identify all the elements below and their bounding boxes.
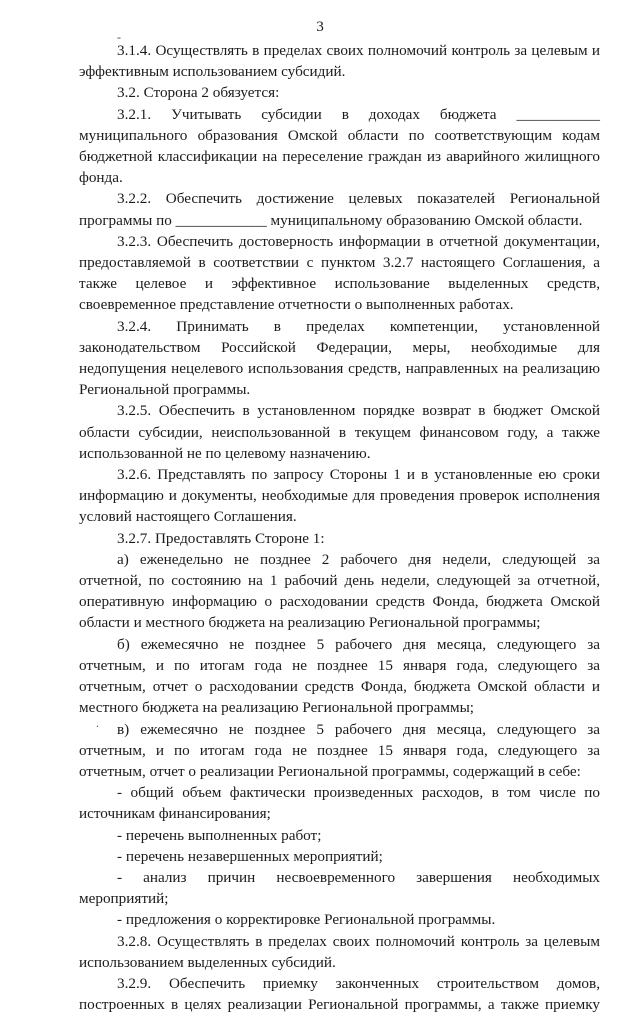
paragraph-3-2-3: 3.2.3. Обеспечить достоверность информации в отчетной документации, предоставляемой в соответствии с пунктом 3.2.7 настоящего Соглашения, а также целевое и эффективное использование выделенных средств, своевременное представление отчетности о выполненных работах. [79, 232, 600, 314]
document-body [79, 40, 600, 1015]
paragraph-3-2-7-v: в) ежемесячно не позднее 5 рабочего дня месяца, следующего за отчетным, и по итогам года не позднее 15 января года, следующего за отчетным, отчет о реализации Региональной программы, содержащий в себе: [79, 720, 600, 780]
list-item-delay-analysis: - анализ причин несвоевременного завершения необходимых мероприятий; [79, 868, 600, 908]
scan-speck: . [96, 716, 99, 730]
scan-speck: - [117, 30, 121, 44]
list-item-unfinished-activities: - перечень незавершенных мероприятий; [117, 847, 383, 865]
paragraph-3-2-9: 3.2.9. Обеспечить приемку законченных строительством домов, построенных в целях реализации Региональной программы, а также приемку [79, 974, 600, 1014]
page-number: 3 [316, 18, 324, 35]
paragraph-3-2-5: 3.2.5. Обеспечить в установленном порядке возврат в бюджет Омской области субсидии, неиспользованной в текущем финансовом году, а также использованной не по целевому назначению. [79, 402, 600, 462]
paragraph-3-2-7-b: б) ежемесячно не позднее 5 рабочего дня месяца, следующего за отчетным, и по итогам года не позднее 15 января года, следующего за отчетным, отчет о расходовании средств Фонда, бюджета Омской области и местного бюджета на реализацию Региональной программы; [79, 635, 600, 717]
paragraph-3-2-6: 3.2.6. Представлять по запросу Стороны 1 и в установленные ею сроки информацию и документы, необходимые для проведения проверок исполнения условий настоящего Соглашения. [79, 466, 600, 526]
paragraph-3-2-7: 3.2.7. Предоставлять Стороне 1: [117, 529, 325, 547]
list-item-total-expenses: - общий объем фактически произведенных расходов, в том числе по источникам финансирования; [79, 784, 600, 823]
paragraph-3-2-4: 3.2.4. Принимать в пределах компетенции, установленной законодательством Российской Федерации, меры, необходимые для недопущения нецелевого использования средств, направленных на реализацию Региональной программы. [79, 317, 600, 399]
paragraph-3-1-4: 3.1.4. Осуществлять в пределах своих полномочий контроль за целевым и эффективным использованием субсидий. [79, 42, 600, 81]
paragraph-3-2-7-a: а) еженедельно не позднее 2 рабочего дня недели, следующей за отчетной, по состоянию на 1 рабочий день недели, следующей за отчетной, оперативную информацию о расходовании средств Фонда, бюджета Омской области и местного бюджета на реализацию Региональной программы; [79, 550, 600, 632]
list-item-completed-works: - перечень выполненных работ; [117, 826, 322, 844]
list-item-adjustment-proposals: - предложения о корректировке Региональной программы. [117, 911, 496, 929]
paragraph-3-2-1: 3.2.1. Учитывать субсидии в доходах бюджета ___________ муниципального образования Омской области по соответствующим кодам бюджетной классификации на переселение граждан из аварийного жилищного фонда. [79, 105, 600, 187]
paragraph-3-2-2: 3.2.2. Обеспечить достижение целевых показателей Региональной программы по ____________ муниципальному образованию Омской области. [79, 190, 600, 229]
paragraph-3-2: 3.2. Сторона 2 обязуется: [117, 84, 280, 102]
paragraph-3-2-8: 3.2.8. Осуществлять в пределах своих полномочий контроль за целевым использованием выделенных субсидий. [79, 932, 600, 971]
